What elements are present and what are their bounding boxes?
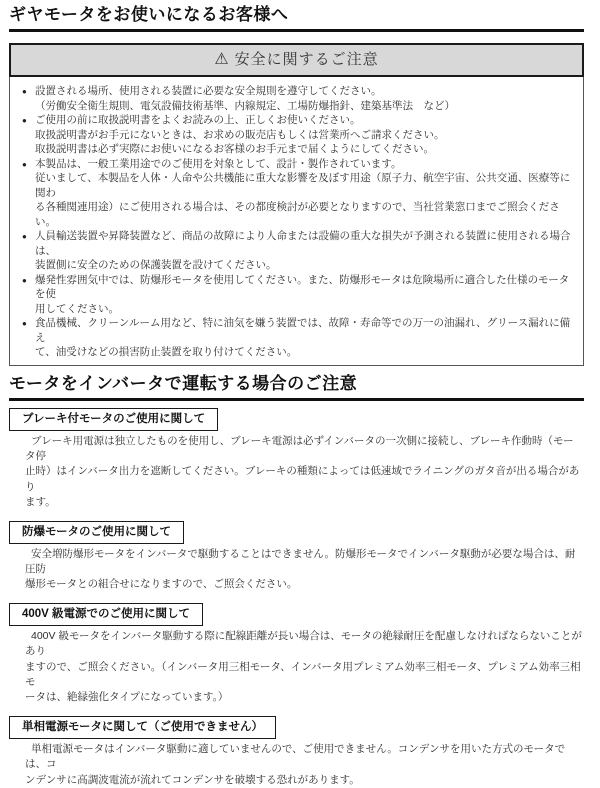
- bullet-line: 本製品は、一般工業用途でのご使用を対象として、設計・製作されています。: [35, 157, 402, 170]
- bullet-line: ご使用の前に取扱説明書をよくお読みの上、正しくお使いください。: [35, 114, 361, 126]
- safety-bullet-item: [22, 273, 575, 317]
- bullet-text: [35, 113, 575, 157]
- body-line: ブレーキ用電源は独立したものを使用し、ブレーキ電源は必ずインバータの一次側に接続し、ブレーキ作動時（モータ停: [25, 434, 574, 462]
- body-line: 安全増防爆形モータをインバータで駆動することはできません。防爆形モータでインバータ駆動が必要な場合は、耐圧防: [25, 547, 576, 575]
- body-line: ますので、ご照会ください。（インバータ用三相モータ、インバータ用プレミアム効率三相モータ、プレミアム効率三相モ: [25, 660, 581, 688]
- body-line: ンデンサに高調波電流が流れてコンデンサを破壊する恐れがあります。: [25, 773, 360, 786]
- page-title: ギヤモータをお使いになるお客様へ: [9, 4, 584, 32]
- warning-triangle-icon: ⚠: [214, 51, 230, 68]
- body-line: 単相電源モータはインバータ駆動に適していませんので、ご使用できません。コンデンサを用いた方式のモータでは、コ: [25, 742, 566, 771]
- safety-bullet-item: [22, 229, 575, 273]
- bullet-line: 用してください。: [35, 302, 119, 315]
- section-body-explosion-proof-motor: [25, 547, 584, 593]
- section-label-text: 防爆モータのご使用に関して: [22, 525, 172, 538]
- section-label-text: 単相電源モータに関して（ご使用できません）: [22, 720, 264, 733]
- bullet-line: 装置側に安全のための保護装置を設けてください。: [35, 259, 277, 271]
- section-label-explosion-proof-motor: [9, 521, 184, 544]
- bullet-line: 取扱説明書がお手元にないときは、お求めの販売店もしくは営業所へご請求ください。: [35, 128, 445, 141]
- section-label-brake-motor: [9, 408, 218, 431]
- bullet-text: [35, 229, 575, 273]
- section-label-text: ブレーキ付モータのご使用に関して: [22, 412, 206, 425]
- section-label-400v-power: [9, 603, 203, 626]
- bullet-icon: ●: [22, 232, 27, 241]
- bullet-text: [35, 273, 575, 317]
- section-label-text: 400V 級電源でのご使用に関して: [22, 607, 191, 620]
- bullet-text: [35, 84, 575, 113]
- bullet-line: 人員輸送装置や昇降装置など、商品の故障により人命または設備の重大な損失が予測される装置に使用される場合は、: [35, 230, 571, 257]
- safety-bullet-item: [22, 84, 575, 113]
- body-line: ータは、絶縁強化タイプになっています。）: [25, 691, 229, 704]
- bullet-line: 従いまして、本製品を人体・人命や公共機能に重大な影響を及ぼす用途（原子力、航空宇宙、公共交通、医療等に関わ: [35, 172, 571, 199]
- body-line: 400V 級モータをインバータ駆動する際に配線距離が長い場合は、モータの絶縁耐圧を配慮しなければならないことがあり: [25, 629, 582, 658]
- bullet-icon: ●: [22, 159, 27, 169]
- safety-bullet-item: [22, 316, 575, 360]
- section-body-single-phase-motor: [25, 742, 584, 788]
- body-line: 爆形モータとの組合せになりますので、ご照会ください。: [25, 578, 298, 591]
- bullet-text: [35, 316, 575, 360]
- safety-notice-header: [9, 43, 584, 77]
- bullet-icon: ●: [22, 275, 27, 285]
- safety-bullet-item: [22, 157, 575, 230]
- bullet-line: 設置される場所、使用される装置に必要な安全規則を遵守してください。: [35, 85, 382, 97]
- bullet-line: 食品機械、クリーンルーム用など、特に油気を嫌う装置では、故障・寿命等での万一の油漏れ、グリース漏れに備え: [35, 317, 571, 344]
- bullet-text: [35, 157, 575, 230]
- bullet-icon: ●: [22, 116, 27, 125]
- safety-notice-title: 安全に関するご注意: [234, 51, 379, 68]
- section-body-400v-power: [25, 629, 584, 706]
- body-line: 止時）はインバータ出力を遮断してください。ブレーキの種類によっては低速域でライニングのガタ音が出る場合があり: [25, 465, 580, 493]
- section-body-brake-motor: [25, 434, 584, 511]
- bullet-line: る各種関連用途）にご使用される場合は、その都度検討が必要となりますので、当社営業窓口までご照会ください。: [35, 201, 560, 228]
- section-label-single-phase-motor: [9, 716, 276, 739]
- bullet-icon: ●: [22, 319, 27, 328]
- safety-notice-body: [9, 77, 584, 366]
- body-line: ます。: [25, 496, 56, 509]
- bullet-line: て、油受けなどの損害防止装置を取り付けてください。: [35, 346, 298, 358]
- inverter-section-title: モータをインバータで運転する場合のご注意: [9, 373, 584, 401]
- safety-bullet-item: [22, 113, 575, 157]
- bullet-icon: ●: [22, 87, 27, 96]
- bullet-line: （労働安全衛生規則、電気設備技術基準、内線規定、工場防爆指針、建築基準法 など）: [35, 99, 455, 112]
- bullet-line: 爆発性雰囲気中では、防爆形モータを使用してください。また、防爆形モータは危険場所に適合した仕様のモータを使: [35, 273, 570, 300]
- bullet-line: 取扱説明書は必ず実際にお使いになるお客様のお手元まで届くようにしてください。: [35, 143, 434, 155]
